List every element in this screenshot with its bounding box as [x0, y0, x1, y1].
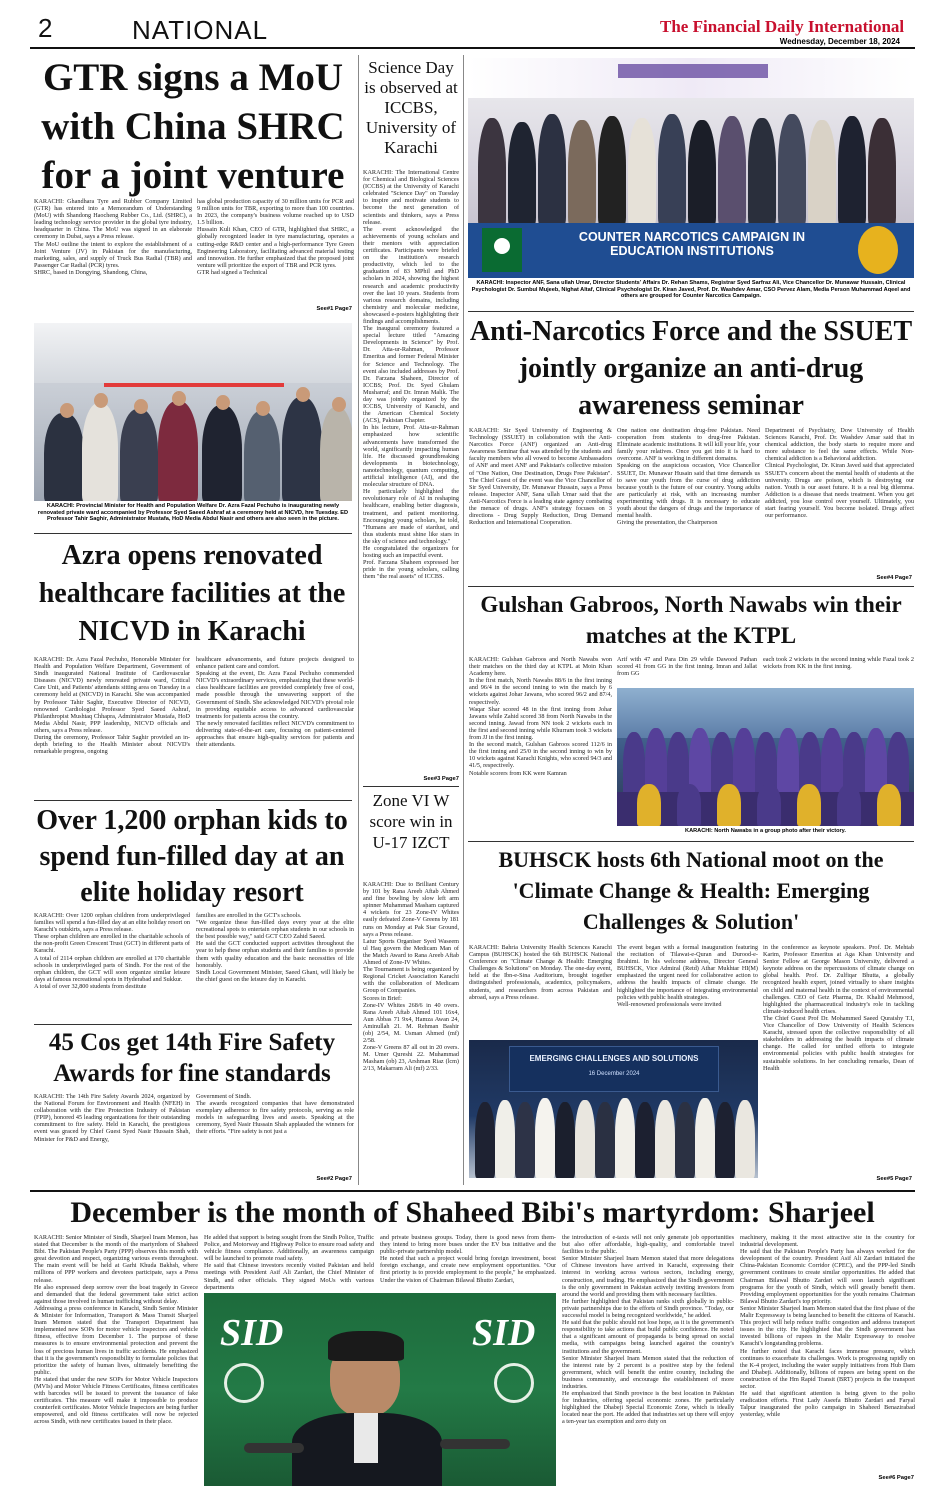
banner-date: 16 December 2024 — [588, 1071, 640, 1077]
masthead-rule — [30, 47, 915, 49]
photo-sharjeel-press-conference — [204, 1293, 556, 1486]
headline-science: Science Day is observed at ICCBS, University of Karachi — [364, 58, 458, 157]
article-orphan-col1: KARACHI: Over 1200 orphan children from underprivileged families will spend a fun-filled day at an elite holiday resort on Karachi's outskirts, says a Press release. These orphan children are enrolled in the charitable schools of the non-profit Green Crescent Trust (GCT) in different parts of Karachi. A total of 2114 orphan children are enrolled at 170 charitable schools in underprivileged parts of Sindh. For the rest of the orphan children, the GCT will soon organize similar leisure days at famous recreational spots in Hyderabad and Sukkur. A total of over 32,800 students from destitute — [34, 912, 190, 990]
photo-buhsck-conference — [469, 1040, 758, 1178]
article-buhsck-col3: in the conference as keynote speakers. Prof. Dr. Mehtab Karim, Professor Emeritus at Aga Khan University and Senior Fellow at George Mason University, delivered a keynote address on the repercussions of climate change on global health. Prof. Dr. Zulfiqar Bhutta, a globally recognized health expert, joined virtually to share insights on child and maternal health in the context of environmental challenges. CEO of Getz Pharma, Dr. Khalid Mehmood, highlighted the pharmaceutical industry's role in tackling climate-induced health crises. The Chief Guest Prof Dr. Mohammed Saeed Quraishy T.I, Vice Chancellor of Dow University of Health Sciences Karachi, stressed upon the collective responsibility of all stakeholders in addressing the health impacts of climate change. He called for unified efforts to integrate environmental policies with public health strategies for sustainable solutions. In her concluding remarks, Dean of Health — [763, 944, 914, 1072]
article-gtr-col1: KARACHI: Ghandhara Tyre and Rubber Company Limited (GTR) has entered into a Memorandum of Understanding (MoU) with Shandong Haocheng Rubber Co., Ltd. (SHRC), a leading technology service provider in the global tyre industry, headquarter in China. The MoU was signed in an elaborate ceremony in Dubai, says a Press release. The MoU outline the intent to explore the establishment of a Joint Venture (JV) in Pakistan for the manufacturing, marketing, sales, and supply of Truck Bus Radial (TBR) and Passenger Car Radial (PCR) tyres. SHRC, based in Dongying, Shandong, China, — [34, 198, 192, 276]
divider — [468, 311, 914, 312]
photo-anf-group — [468, 58, 914, 278]
headline-fire: 45 Cos get 14th Fire Safety Awards for fine standards — [48, 1029, 336, 1087]
headline-gtr: GTR signs a MoU with China SHRC for a joint venture — [41, 56, 345, 197]
section-title: NATIONAL — [132, 15, 269, 45]
issue-date: Wednesday, December 18, 2024 — [779, 37, 900, 46]
continued-anf: See#4 Page7 — [876, 575, 912, 581]
article-gtr-col2: has global production capacity of 30 million units for PCR and 9 million units for TBR, exporting to more than 100 countries. In 2023, the company's business volume reached up to USD 1.5 billion. Hussain Kuli Khan, CEO of GTR, highlighted that SHRC, a globally recognized leader in tyre manufacturing, operates a cutting-edge R&D center and a high-performance Tyre Green Engineering Laboratory, facilitating advanced material testing and innovation. He further emphasized that the proposed joint venture will prioritize the export of TBR and PCR tyres. GTR had signed a Technical — [197, 198, 354, 276]
article-sharjeel-col1: KARACHI: Senior Minister of Sindh, Sharjeel Inam Memon, has stated that December is the month of the martyrdom of Shaheed Bibi. The Pakistan People's Party (PPP) observes this month with great devotion and respect, organizing various events throughout. The main event will be held at Garhi Khuda Bakhsh, where millions of PPP workers and devotees participate, says a Press release. He also expressed deep sorrow over the boat tragedy in Greece and demanded that the federal government take strict action against those involved in human trafficking without delay. Addressing a press conference in Karachi, Sindh Senior Minister & Minister for Information, Transport & Mass Transit Sharjeel Inam Memon stated that the Transport Department has implemented new SOPs for motor vehicle inspectors and vehicle fitness, effective from December 1. The purpose of these measures is to ensure environmental protection and prevent the loss of precious human lives in traffic accidents. He emphasized that it is the government's responsibility to formulate policies that prioritize the safety of human lives, ultimately benefiting the public. He stated that under the new SOPs for Motor Vehicle Inspectors (MVIs) and Motor Vehicle Fitness Certificates, fitness certificates with barcodes will be issued to prevent the issuance of fake certificates. This measure will make it impossible to produce counterfeit certificates. Motor Vehicle Inspectors are being further empowered, and old fitness certificates will now be rejected across Sindh, with new certificates issued in their place. — [34, 1234, 198, 1426]
continued-gtr: See#1 Page7 — [316, 306, 352, 312]
photo-north-nawabs-team — [617, 688, 914, 826]
article-anf-col3: Department of Psychiatry, Dow University of Health Sciences Karachi, Prof. Dr. Washdev Amar said that in chemical addiction, the body starts to require more and more substance to feel the same effects. While Non-chemical addiction is a Behavioral addiction. Clinical Psychologist, Dr. Kiran Javed said that appreciated SSUET's concern about the mental health of students at the university. Drugs are poison, which is destroying our nation. Youth is our asset future. It is a real big dilemma. Addiction is a disease that needs treatment. When you get addicted, you lose control over yourself. Ultimately, you start fearing yourself. You become isolated. Drugs affect our performance. — [765, 427, 914, 520]
article-sharjeel-col3: and private business groups. Today, there is good news from them-they intend to bring more buses under the EV bus initiative and the public-private partnership model. He noted that such a project would bring foreign investment, boost foreign exchange, and create new employment opportunities. "Our first priority is to provide employment to the people," he emphasized. Under the vision of Chairman Bilawal Bhutto Zardari, — [380, 1234, 556, 1284]
divider — [30, 1190, 915, 1192]
continued-science: See#3 Page7 — [423, 776, 459, 782]
article-orphan-col2: families are enrolled in the GCT's schools. "We organize these fun-filled days every year at the elite recreational spots to entertain orphan students in our schools in the best possible way," said GCT CEO Zahid Saeed. He said the GCT conducted support activities throughout the year to help these orphan students and their families to provide them with quality education and the basic necessities of life honorably. Sindh Local Government Minister, Saeed Ghani, will likely be the chief guest on the leisure day in Karachi. — [196, 912, 354, 983]
article-science: KARACHI: The International Centre for Chemical and Biological Sciences (ICCBS) at the University of Karachi celebrated "Science Day" on Tuesday to inspire and motivate students to become the next generation of scientists and thinkers, says a Press release. The event acknowledged the achievements of young scholars and their mentors with appreciation certificates. Participants were briefed on the institution's research productivity, which led to the graduation of 83 MPhil and PhD scholars in 2024, showing the highest research and academic productivity over the last 10 years. Students from various research domains, including chemistry and molecular medicine, showcased e-posters highlighting their findings and accomplishments. The inaugural ceremony featured a special lecture titled "Amazing Developments in Science" by Prof. Dr. Atta-ur-Rahman, Professor Emeritus and former Federal Minister for Science and Technology. The event also included addresses by Prof. Dr. Farzana Shaheen, Director of ICCBS; Prof. Dr. Syed Ghulam Musharraf; and Dr. Imran Malik. The day was jointly organized by the ICCBS, University of Karachi, and the American Chemical Society (ACS), Pakistan Chapter. In his lecture, Prof. Atta-ur-Rahman emphasized how scientific advancements have transformed the world, significantly impacting human life. He discussed groundbreaking developments in biotechnology, nanotechnology, quantum computing, artificial intelligence (AI), and the molecular structure of DNA. He particularly highlighted the revolutionary role of AI in reshaping healthcare, enabling better diagnosis, treatment, and patient monitoring. Encouraging young scholars, he told, "Humans are made of stardust, and thus students must shine like stars in the sky of science and technology." He congratulated the organizers for hosting such an impactful event. Prof. Farzana Shaheen expressed her pride in the young scholars, calling them "the real assets" of ICCBS. — [363, 169, 459, 581]
column-rule — [358, 55, 359, 1185]
article-anf-col2: One nation one destination drug-free Pakistan. Need cooperation from students to drug-free Pakistan. Eliminate academic institutions. It will kill your life, your family your relatives. Once you get into it is hard to overcome. ANF is working in different domains. Speaking on the auspicious occasion, Vice Chancellor SSUET, Dr. Munawar Husain said that time demands us to save our youth from the curse of drug addiction because youth is the future of our country. Young adults are particularly at risk, with an increasing number experimenting with drugs. It is necessary to educate youth about the dangers of drugs and the importance of mental health. Giving the presentation, the Chairperson — [617, 427, 760, 527]
sid-logo-left: SID — [220, 1312, 284, 1354]
article-ktpl-col3: each took 2 wickets in the second inning while Fazal took 2 wickets from KK in the first inning. — [763, 656, 914, 671]
masthead — [0, 0, 945, 48]
divider — [34, 533, 352, 534]
headline-nicvd: Azra opens renovated healthcare facilities at the NICVD in Karachi — [38, 540, 346, 647]
continued-fire: See#2 Page7 — [316, 1176, 352, 1182]
divider — [468, 586, 914, 587]
article-fire-col1: KARACHI: The 14th Fire Safety Awards 2024, organized by the National Forum for Environment and Health (NFEH) in collaboration with the Fire Protection Industry of Pakistan (FPIP), honored 45 leading organizations for their outstanding commitment to fire safety. Held in Karachi, the prestigious event was graced by Chief Guest Syed Nasir Hussain Shah, Minister for P&D and Energy, — [34, 1093, 190, 1143]
headline-anf: Anti-Narcotics Force and the SSUET jointly organize an anti-drug awareness seminar — [469, 316, 913, 421]
article-sharjeel-col5: machinery, making it the most attractive site in the country for industrial development. He said that the Pakistan People's Party has always worked for the development of the country. President Asif Ali Zardari initiated the China-Pakistan Economic Corridor (CPEC), and the PPP-led Sindh government continues to create similar opportunities. He added that Chairman Bilawal Bhutto Zardari will soon launch significant programs for the youth of Sindh, which will greatly benefit them. Providing employment opportunities for the youth remains Chairman Bilawal Bhutto Zardari's top priority. Senior Minister Sharjeel Inam Memon stated that the first phase of the Malir Expressway is being launched to benefit the citizens of Karachi. This project will help reduce traffic congestion and address transport issues in the city. He highlighted that the Sindh government has invested billions of rupees in the Malir Expressway to resolve Karachi's longstanding problems. He further noted that Karachi faces immense pressure, which continues to exacerbate its challenges. Work is progressing rapidly on the K-4 project, including the water supply initiatives from Hub Dam and Dhabeji. Additionally, billions of rupees are being spent on the construction of the Hm Rapid Transit (BRT) projects in the transport sector. He said that significant attention is being given to the polio eradication efforts. First Lady Aseefa Bhutto Zardari and Faryal Talpur inaugurated the polio campaign in Shaheed Benazirabad yesterday, while — [740, 1234, 915, 1419]
caption-anf: KARACHI: Inspector ANF, Sana ullah Umar, Director Students' Affairs Dr. Rehan Shams, Registrar Syed Sarfraz Ali, Vice Chancellor Dr. Munawar Hussain, Clinical Psychologist Dr. Sumbul Mujeeb, Nighat Altaf, Clinical Psychologist Dr. Kiran Javed, Prof. Dr. Washdev Amar, CSO Pervez Alam, Media Person Muhammad Aqeel and others are grouped for Counter Narcotics Campaign. — [471, 280, 911, 300]
article-buhsck-col2: The event began with a formal inauguration featuring the recitation of Tilawat-e-Quran and Durood-e-Ibrahimi. In his welcome address, Director General BUHSCK, Vice Admiral (Retd) Athar Mukhtar HI(M) emphasized the urgent need for collaborative action to address the health impacts of climate change. He highlighted the importance of integrating environmental policies with public health strategies. Well-renowned professionals were invited — [617, 944, 758, 1008]
paper-name: The Financial Daily International — [660, 17, 905, 36]
article-sharjeel-col2: He added that support is being sought from the Sindh Police, Traffic Police, and Motorway and Highway Police to ensure road safety and vehicle fitness compliance. Additionally, an awareness campaign will be launched to promote road safety. He said that Chinese investors recently visited Pakistan and held meetings with President Asif Ali Zardari, the Chief Minister of Sindh, and other officials. They signed MoUs with various departments — [204, 1234, 374, 1290]
headline-ktpl: Gulshan Gabroos, North Nawabs win their matches at the KTPL — [480, 592, 902, 648]
banner-counter-narcotics: COUNTER NARCOTICS CAMPAIGN IN EDUCATION INSTITUTIONS — [578, 230, 806, 258]
article-sharjeel-col4: the introduction of e-taxis will not only generate job opportunities but also offer affordable, high-quality, and comfortable travel facilities to the public. Senior Minister Sharjeel Inam Memon stated that more delegations of Chinese investors have arrived in Karachi, expressing their interest in working across various sectors, including energy, construction, and trading. He emphasized that the Sindh government is the only government in Pakistan actively inviting investors from around the world and providing them with necessary facilities. He further highlighted that Pakistan ranks sixth globally in public-private partnerships due to the efforts of Sindh province. "Today, our successful model is being recognized worldwide," he added. He said that the public should not lose hope, as it is the government's responsibility to take actions that build public confidence. He noted that a significant amount of propaganda is being spread on social media, with campaigns being launched against the country's institutions and the government. Senior Minister Sharjeel Inam Memon stated that the reduction of the interest rate by 2 percent is a positive step by the federal government, which will benefit the entire country, including the business community, and encourage the establishment of more industries. He emphasized that Sindh province is the best location in Pakistan for industries, offering special economic zones. He particularly highlighted the Dhabeji Special Economic Zone, which is ideally located near the port. He added that industries set up there will enjoy a ten-year tax exemption and zero duty on — [562, 1234, 734, 1426]
column-rule — [463, 55, 464, 1185]
photo-nicvd-inauguration — [34, 323, 352, 501]
article-nicvd-col2: healthcare advancements, and future projects designed to enhance patient care and comfort. Speaking at the event, Dr. Azra Fazal Pechuho commended NICVD's extraordinary services, emphasizing that these world-class healthcare facilities are provided completely free of cost, made possible through the unwavering support of the Government of Sindh. She acknowledged NICVD's pivotal role in providing equitable access to advanced cardiovascular treatments for patients across the country. The newly renovated facilities reflect NICVD's commitment to delivering state-of-the-art care, focusing on patient-centered approaches that ensure high-quality services for patients and their attendants. — [196, 656, 354, 749]
page-number: 2 — [38, 13, 53, 43]
sid-logo-right: SID — [472, 1312, 536, 1354]
caption-nicvd: KARACHI: Provincial Minister for Health and Population Welfare Dr. Azra Fazal Pechuho is inaugurating newly renovated private ward accompanied by Professor Syed Saeed Ashraf at a ceremony held at NICVD, hre Tuesday. ED Professor Tahir Saghir, Administrator Mustafa, HoD Media Abdul Nasir and others are also seen in the picture. — [37, 503, 349, 523]
article-ktpl-col2: Arif with 47 and Para Din 29 while Dawood Pathan scored 41 from GG in the first inning. Imran and Jallat from GG — [617, 656, 757, 678]
article-anf-col1: KARACHI: Sir Syed University of Engineering & Technology (SSUET) in collaboration with the Anti-Narcotics Force (ANF) organized an Anti-drug Awareness Seminar that was attended by the students and faculty members who all vowed to become Ambassadors of ANF and meet ANF and Pakistan's collective mission of "One Nation, One Destination, Drugs Free Pakistan". The Chief Guest of the event was the Vice Chancellor of Sir Syed University, Dr. Munawar Hussain, says a Press release. Inspector ANF, Sana ullah Umar said that the Anti-Narcotics Force is a leading state agency combating the menace of drugs. ANF's strategy focuses on 3 directions - Drug Supply Reduction, Drug Demand Reduction and International Cooperation. — [469, 427, 612, 527]
article-fire-col2: Government of Sindh. The awards recognized companies that have demonstrated exemplary adherence to fire safety protocols, serving as role models in safeguarding lives and assets. Speaking at the ceremony, Syed Nasir Hussain Shah applauded the winners for their efforts. "Fire safety is not just a — [196, 1093, 354, 1136]
article-nicvd-col1: KARACHI: Dr. Azra Fazal Pechuho, Honorable Minister for Health and Population Welfare Department, Government of Sindh inaugurated National Institute of Cardiovascular Diseases (NICVD) newly renovated private ward, Critical Care Unit, and Patients' attendants sitting area on Tuesday in a ceremony held at (NICVD) in Karachi. She was accompanied by Professor Tahir Saghir, Executive Director of NICVD, renowned Cardiologist Professor Syed Saeed Ashraf, Philanthropist Mushtaq Chhapra, Administrator Mustafa, HoD Media Abdul Nasir, PPP leadership, NICVD officials and others, says a Press release. During the ceremony, Professor Tahir Saghir provided an in-depth briefing to the Health Minister about NICVD's remarkable progress, ongoing — [34, 656, 190, 756]
caption-ktpl: KARACHI: North Nawabs in a group photo after their victory. — [685, 828, 846, 834]
article-zone: KARACHI: Due to Brilliant Century by 101 by Rana Areeb Aftab Ahmed and fine bowling by slow left arm spinner Muhammad Masham captured 4 wickets for 23 Zone-IV Whites easily defeated Zone-V Greens by 181 runs on Monday at Pak Star Ground, says a Press release. Latur Sports Organiser Syed Waseem ul Haq govern the Medicam Man of the Match Award to Rana Areeb Aftab Ahmed of Zone-IV Whites. The Tournament is being organized by Regional Cricket Association Karachi with the collaboration of Medicam Group of Companies. Scores in Brief: Zone-IV Whites 268/6 in 40 overs. Rana Areeb Aftab Ahmed 101 16x4, Aun Abbas 71 9x4, Hamza Awan 24, Aminullah 21. M. Rehman Bashir (ob) 2/54, M. Usman Ahmed (mf) 2/58. Zone-V Greens 87 all out in 20 overs. M. Umer Qureshi 22. Muhammad Masham (ob) 23, Arshman Riaz (lcm) 2/13, Makarram Ali (mf) 2/33. — [363, 881, 459, 1073]
divider — [34, 1024, 352, 1025]
headline-sharjeel: December is the month of Shaheed Bibi's martyrdom: Sharjeel — [70, 1196, 875, 1229]
divider — [34, 800, 352, 801]
divider — [363, 786, 459, 787]
continued-buhsck: See#5 Page7 — [876, 1176, 912, 1182]
continued-sharjeel: See#6 Page7 — [878, 1475, 914, 1481]
headline-buhsck: BUHSCK hosts 6th National moot on the 'Climate Change & Health: Emerging Challenges & Solution' — [498, 847, 884, 934]
headline-orphan: Over 1,200 orphan kids to spend fun-filled day at an elite holiday resort — [36, 805, 348, 908]
divider — [468, 841, 914, 842]
article-ktpl-col1: KARACHI: Gulshan Gabroos and North Nawabs won their matches on the third day at KTPL at Moin Khan Academy here. In the first match, North Nawabs 88/6 in the first inning and 96/4 in the second inning to win the match by 6 wickets against Johar Jawans, who scored 96/2 and 87/4, respectively. Waqar Shar scored 48 in the first inning from Johar Jawans while Zahid scored 38 from North Nawabs in the second inning. Jawad from NN took 2 wickets each in the first and second inning while Khurram took 3 wickets from JJ in the first inning. In the second match, Gulshan Gabroos scored 112/6 in the first inning and 25/0 in the second inning to win by 10 wickets against Karachi Knights, who scored 94/3 and 41/5, respectively. Notable scorers from KK were Kamran — [469, 656, 612, 777]
article-buhsck-col1: KARACHI: Bahria University Health Sciences Karachi Campus (BUHSCK) hosted the 6th BUHSCK National Conference on "Climate Change & Health: Emerging Challenges & Solutions" on Monday. The one-day event, held at the Ibn-e-Sina Auditorium, brought together distinguished professionals, academics, policymakers, students, and researchers from across Pakistan and abroad, says a Press release. — [469, 944, 612, 1001]
banner-emerging-challenges: EMERGING CHALLENGES AND SOLUTIONS — [529, 1054, 699, 1063]
headline-zone: Zone VI W score win in U-17 IZCT — [369, 791, 453, 852]
